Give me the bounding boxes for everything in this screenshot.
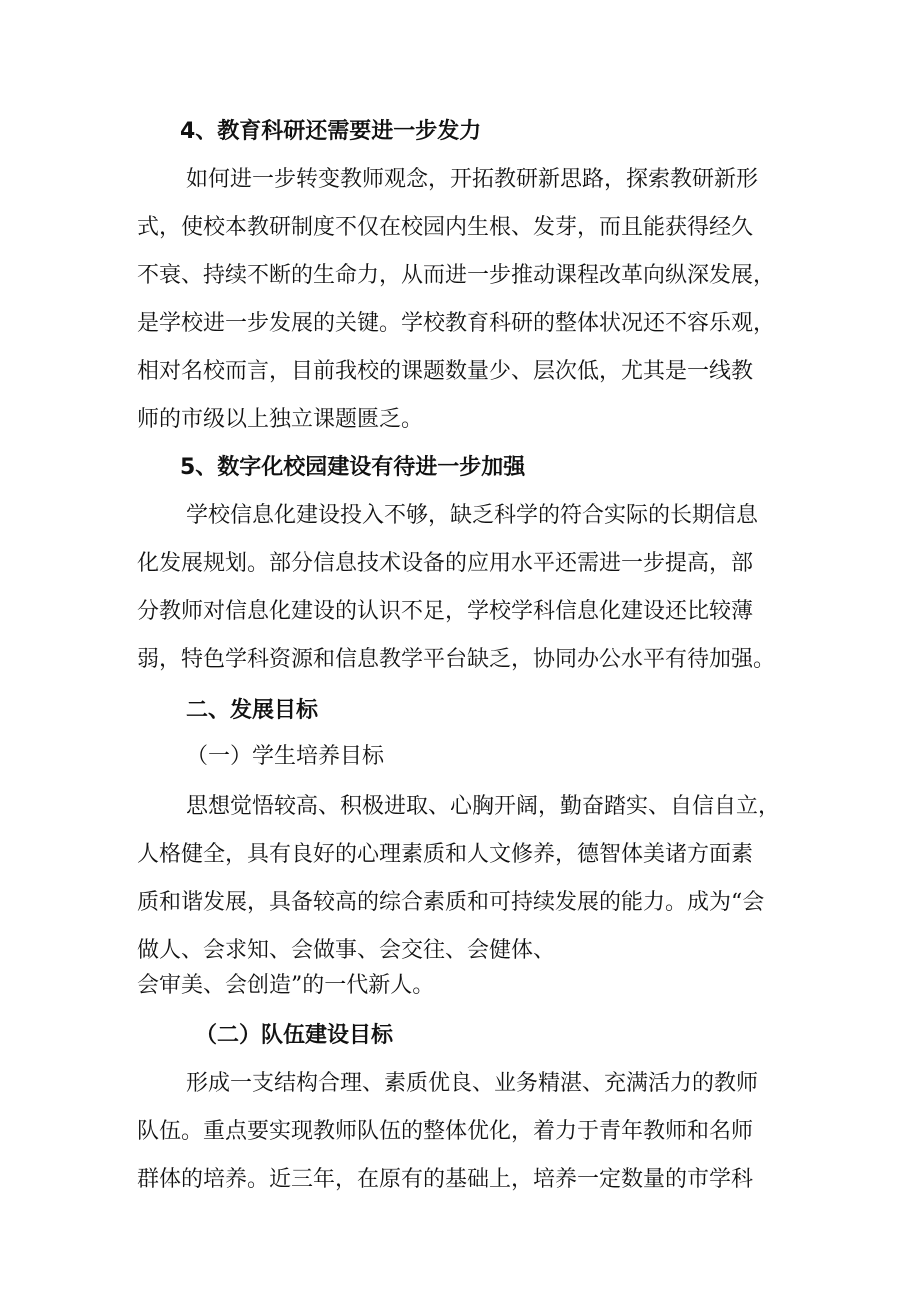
paragraph-line: 会审美、会创造”的一代新人。 <box>137 973 435 998</box>
paragraph-line: 不衰、持续不断的生命力，从而进一步推动课程改革向纵深发展， <box>137 263 776 288</box>
paragraph-line: 做人、会求知、会做事、会交往、会健体、 <box>137 938 556 963</box>
paragraph-line: 思想觉悟较高、积极进取、心胸开阔，勤奋踏实、自信自立， <box>186 794 781 819</box>
paragraph-line: 相对名校而言，目前我校的课题数量少、层次低，尤其是一线教 <box>137 359 754 384</box>
paragraph-line: 式，使校本教研制度不仅在校园内生根、发芽，而且能获得经久 <box>137 215 754 240</box>
paragraph-line: 是学校进一步发展的关键。学校教育科研的整体状况还不容乐观， <box>137 311 776 336</box>
paragraph-line: 师的市级以上独立课题匮乏。 <box>137 407 424 432</box>
subsection-heading-team: （二）队伍建设目标 <box>195 1023 394 1048</box>
paragraph-line: 弱，特色学科资源和信息教学平台缺乏，协同办公水平有待加强。 <box>137 647 776 672</box>
paragraph-line: 化发展规划。部分信息技术设备的应用水平还需进一步提高，部 <box>137 551 754 576</box>
section-heading-4: 4、教育科研还需要进一步发力 <box>180 119 482 144</box>
section-heading-5: 5、数字化校园建设有待进一步加强 <box>180 455 526 480</box>
paragraph-line: 如何进一步转变教师观念，开拓教研新思路，探索教研新形 <box>186 167 759 192</box>
paragraph-line: 学校信息化建设投入不够，缺乏科学的符合实际的长期信息 <box>186 503 759 528</box>
paragraph-line: 分教师对信息化建设的认识不足，学校学科信息化建设还比较薄 <box>137 599 754 624</box>
paragraph-line: 形成一支结构合理、素质优良、业务精湛、充满活力的教师 <box>186 1071 759 1096</box>
paragraph-line: 质和谐发展，具备较高的综合素质和可持续发展的能力。成为“会 <box>137 890 765 915</box>
paragraph-line: 群体的培养。近三年，在原有的基础上，培养一定数量的市学科 <box>137 1167 754 1192</box>
paragraph-line: 队伍。重点要实现教师队伍的整体优化，着力于青年教师和名师 <box>137 1119 754 1144</box>
subsection-heading-students: （一）学生培养目标 <box>186 744 385 769</box>
paragraph-line: 人格健全，具有良好的心理素质和人文修养，德智体美诸方面素 <box>137 842 754 867</box>
section-heading-goals: 二、发展目标 <box>186 698 319 723</box>
